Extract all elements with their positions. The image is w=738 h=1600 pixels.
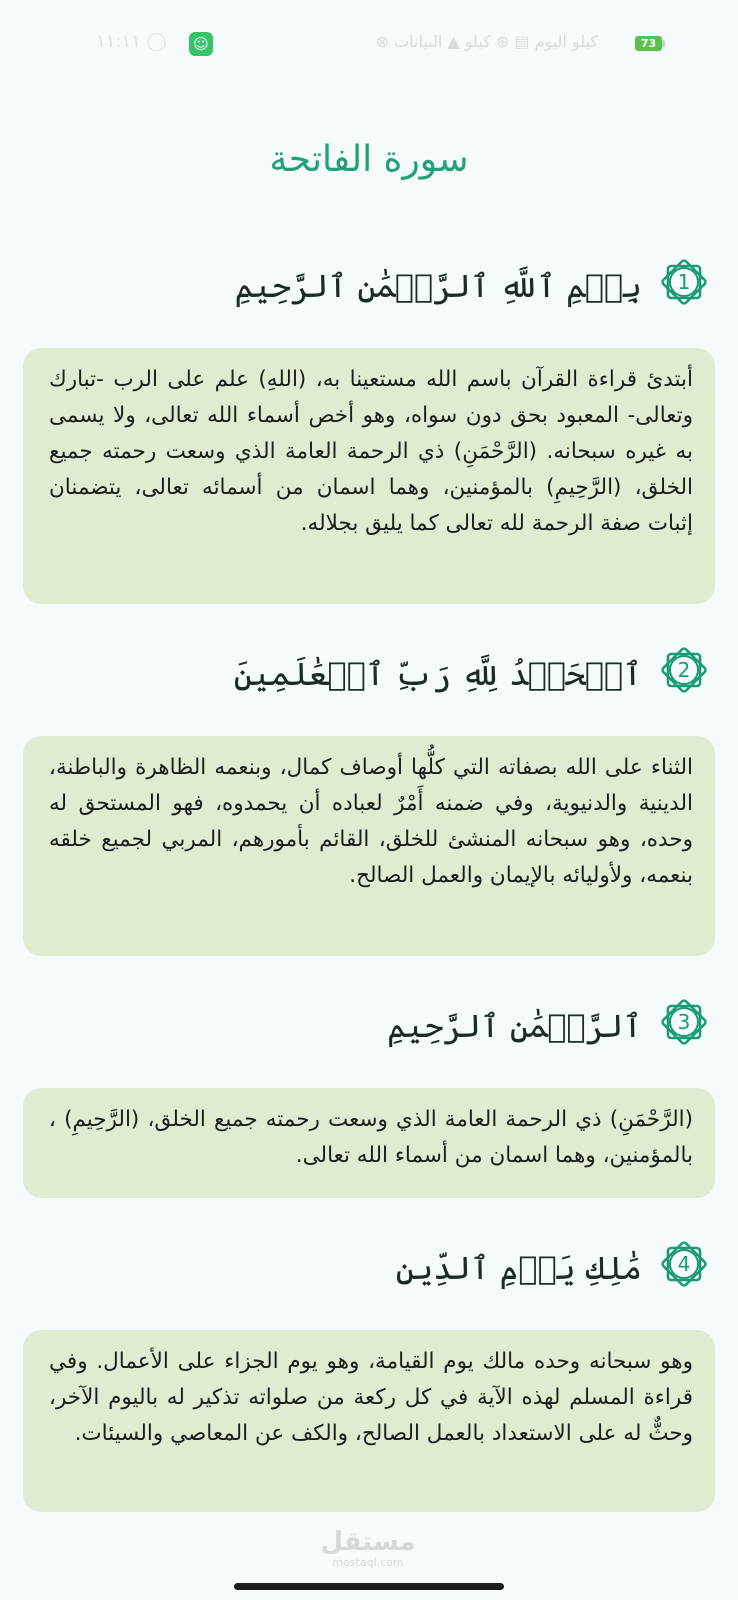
status-indicators: كيلو اليوم ▤ ⊕ كيلو ▲ البيانات ⊗ <box>375 32 598 51</box>
verse-header <box>0 254 738 326</box>
status-bar <box>0 0 738 86</box>
verse-text: ٱلۡحَمۡدُ لِلَّهِ رَبِّ ٱلۡعَٰلَمِينَ <box>233 655 642 693</box>
battery-tip <box>662 40 665 47</box>
page-title: سورة الفاتحة <box>269 139 469 180</box>
verse-header <box>0 994 738 1066</box>
tafsir-card <box>23 1330 715 1512</box>
verse-number-badge <box>656 254 712 310</box>
tafsir-text: وهو سبحانه وحده مالك يوم القيامة، وهو يوم الجزاء على الأعمال. وفي قراءة المسلم لهذه الآية في كل ركعة من صلواته تذكير له باليوم الآخر، وحثٌّ له على الاستعداد بالعمل الصالح، والكف عن المعاصي والسيئات. <box>49 1349 693 1446</box>
verse-number-badge <box>656 1236 712 1292</box>
verse-text: ٱلرَّحۡمَٰنِ ٱلرَّحِيمِ <box>387 1007 642 1045</box>
app-notification-icon: ☺ <box>189 32 213 56</box>
verse-text: بِسۡمِ ٱللَّهِ ٱلرَّحۡمَٰنِ ٱلرَّحِيمِ <box>234 267 642 305</box>
verse-number: 3 <box>677 1010 691 1034</box>
battery-icon: 73 <box>635 36 662 51</box>
tafsir-text: الثناء على الله بصفاته التي كلُّها أوصاف كمال، وبنعمه الظاهرة والباطنة، الدينية والدنيوية، وفي ضمنه أَمْرٌ لعباده أن يحمدوه، فهو المستحق له وحده، وهو سبحانه المنشئ للخلق، القائم بأمورهم، المربي لجميع خلقه بنعمه، ولأوليائه بالإيمان والعمل الصالح. <box>49 755 693 888</box>
tafsir-card <box>23 1088 715 1198</box>
verse-number-badge <box>656 994 712 1050</box>
tafsir-card <box>23 348 715 604</box>
verse-header <box>0 642 738 714</box>
watermark-logo <box>318 1528 418 1570</box>
verse-number: 1 <box>677 270 691 294</box>
watermark-arabic: مستقل <box>320 1527 416 1557</box>
verse-text: مَٰلِكِ يَوۡمِ ٱلدِّينِ <box>395 1249 642 1287</box>
verse-number: 2 <box>677 658 691 682</box>
verse-header <box>0 1236 738 1308</box>
tafsir-text: (الرَّحْمَنِ) ذي الرحمة العامة الذي وسعت رحمته جميع الخلق، (الرَّحِيمِ) ، بالمؤمنين، وهما اسمان من أسماء الله تعالى. <box>49 1107 693 1168</box>
tafsir-card <box>23 736 715 956</box>
tafsir-text: أبتدئ قراءة القرآن باسم الله مستعينا به، (اللهِ) علم على الرب -تبارك وتعالى- المعبود بحق دون سواه، وهو أخص أسماء الله تعالى، ولا يسمى به غيره سبحانه. (الرَّحْمَنِ) ذي الرحمة العامة الذي وسعت رحمته جميع الخلق، (الرَّحِيمِ) بالمؤمنين، وهما اسمان من أسمائه تعالى، يتضمنان إثبات صفة الرحمة لله تعالى كما يليق بجلاله. <box>49 367 693 536</box>
verse-number: 4 <box>677 1252 691 1276</box>
status-time: ١١:١١ ◯ <box>96 31 167 52</box>
home-indicator[interactable] <box>234 1583 504 1590</box>
watermark-latin: mostaql.com <box>332 1556 404 1569</box>
verse-number-badge <box>656 642 712 698</box>
